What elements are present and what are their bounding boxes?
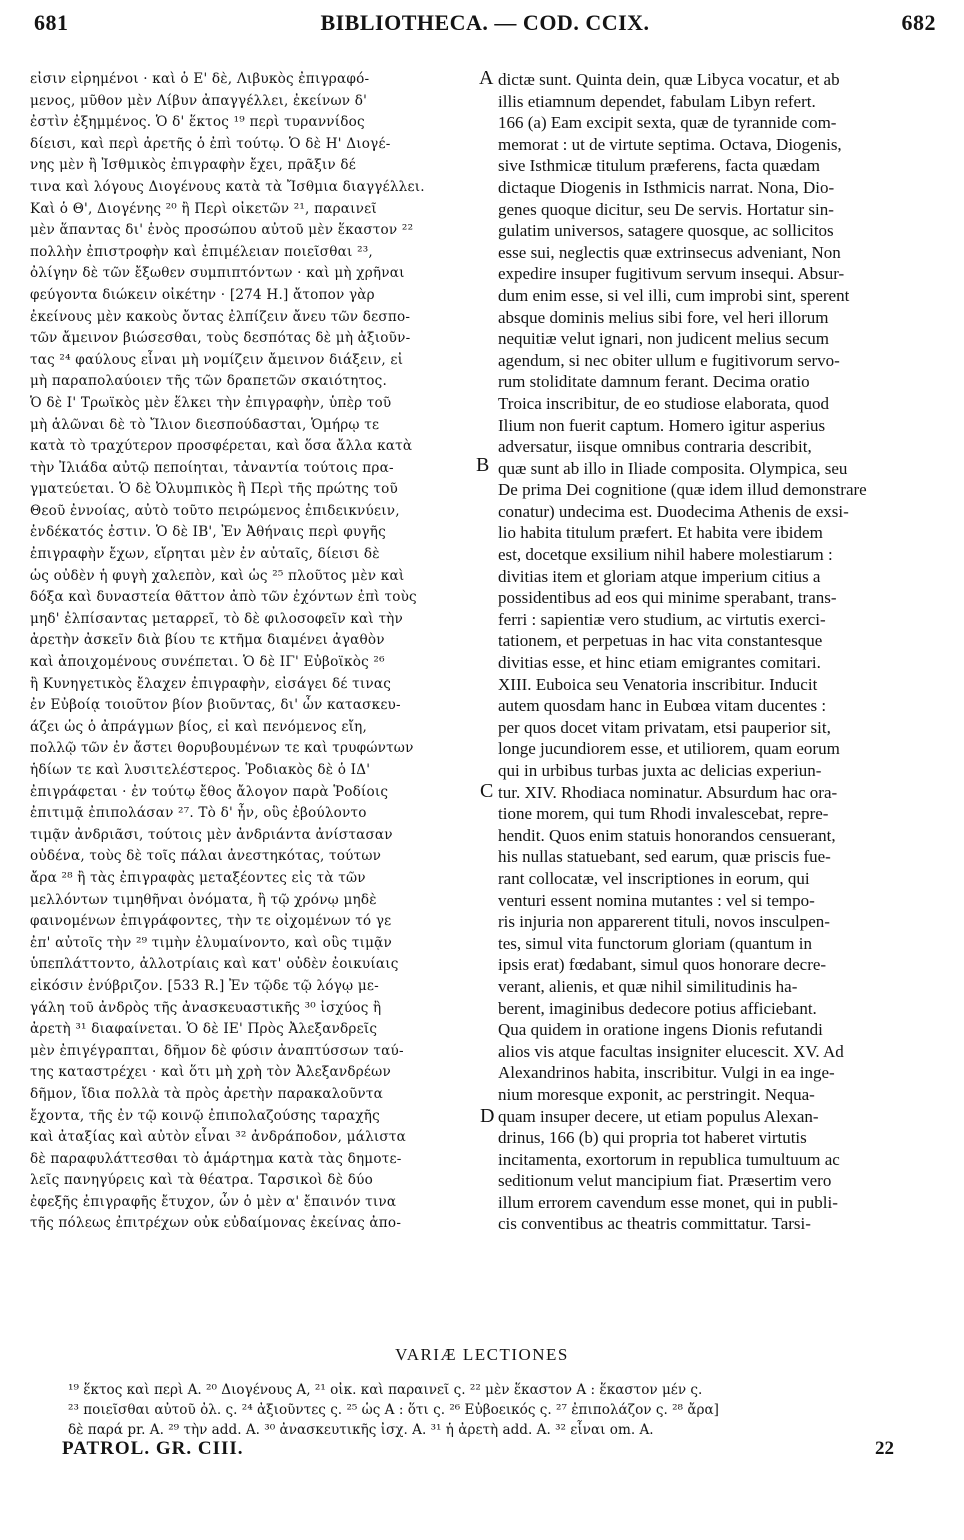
greek-text-line: εἰκόσιν ἐνύβριζον. [533 R.] Ἐν τῷδε τῷ λόγῳ με- [30,977,379,994]
latin-text-line: adversatur, iisque omnibus contraria describit, [498,437,812,457]
latin-text-line: nequitiæ velut ignari, non judicent melius secum [498,329,829,349]
latin-text-line: illum errorem cavendum esse monet, qui in publi- [498,1192,838,1212]
greek-text-line: ἀρετὴν ἀσκεῖν διὰ βίου τε κτῆμα διαμένει ἀγαθὸν [30,632,385,649]
latin-text-line: est, docetque exsilium nihil habere molestiarum : [498,545,833,565]
latin-text-line: berent, imaginibus dedecore potius afficiebant. [498,998,817,1018]
greek-text-line: Θεοῦ ἐννοίας, αὐτὸ τοῦτο πειρώμενος ἐπιδεικνύειν, [30,502,400,519]
greek-text-line: ὡς οὐδὲν ἡ φυγὴ χαλεπὸν, καὶ ὡς ²⁵ πλοῦτος μὲν καὶ [30,567,405,584]
latin-text-line: sive Isthmicæ titulum præferens, facta quædam [498,156,820,176]
greek-text-line: δὲ παραφυλάττεσθαι τὸ ἁμάρτημα κατὰ τὰς δημοτε- [30,1150,402,1167]
latin-text-line: dictaque Diogenis in Isthmicis narrat. Nona, Dio- [498,177,835,197]
latin-text-line: tes, simul vita functorum gloriam (quantum in [498,933,812,953]
greek-text-line: ἐπ' αὐτοῖς τὴν ²⁹ τιμὴν ἐλυμαίνοντο, καὶ οὓς τιμᾷν [30,934,392,951]
latin-text-line: divitias item et gloriam atque imperium citius a [498,566,821,586]
page-footer [62,1438,894,1464]
greek-text-line: ἐστὶν ἐξημμένος. Ὁ δ' ἕκτος ¹⁹ περὶ τυραννίδος [30,114,365,131]
latin-text-line: De prima Dei cognitione (quæ idem illud demonstrare [498,480,867,500]
latin-text-line: Ilium non fuerit captum. Homero igitur asperius [498,415,826,435]
greek-text-line: μηδ' ἐλπίσαντας μεταρρεῖ, τὸ δὲ φιλοσοφεῖν καὶ τὴν [30,610,403,627]
latin-text-line: verant, alienis, et quæ nihil similitudinis ha- [498,976,798,996]
latin-text-line: ipsis erat) fœdabant, simul quos honorare decre- [498,955,827,975]
latin-text-line: hendit. Quos enim statuis honorandos censuerant, [498,825,836,845]
latin-text-line: divitias esse, et hinc etiam emigrantes comitari. [498,653,821,673]
greek-text-column [30,69,480,1235]
latin-text-line: possidentibus ad eos qui minime sperabant, trans- [498,588,837,608]
latin-text-line: his nullas statuebant, sed earum, quæ priscis fue- [498,847,831,867]
greek-text-line: δόξα καὶ δυναστεία θᾶττον ἀπὸ τῶν ἐχόντων ἐπὶ τοὺς [30,589,417,606]
latin-text-line: autem quosdam hanc in Eubœa vitam ducentes : [498,696,827,716]
greek-text-line: φεύγοντα διώκειν οἰκέτην · [274 H.] ἄτοπον γὰρ [30,286,375,303]
margin-marker-b: B [476,454,490,476]
variant-note-line: ²³ ποιεῖσθαι αὐτοῦ ὀλ. ς. ²⁴ ἀξιοῦντες ς. ²⁵ ὡς A : ὅτι ς. ²⁶ Εὐβοεικός ς. ²⁷ ἐπιπολάζον ς. ²⁸ ἄρα] [68,1402,719,1418]
latin-text-line: per quos docet vitam privatam, etsi pauperior sit, [498,717,831,737]
greek-text-line: δῆμον, ἴδια πολλὰ τὰ πρὸς ἀρετὴν παρακαλοῦντα [30,1085,383,1102]
variae-lectiones-heading: VARIÆ LECTIONES [395,1345,569,1364]
greek-text-line: ἡδίων τε καὶ λυσιτελέστερος. Ῥοδιακὸς δὲ ὁ ΙΔ' [30,762,371,778]
page-number-right: 682 [901,10,936,35]
latin-text-line: drinus, 166 (b) qui propria tot haberet virtutis [498,1128,807,1148]
latin-text-line: quæ sunt ab illo in Iliade composita. Olympica, seu [498,458,848,478]
greek-text-line: Ὁ δὲ Ι' Τρωϊκὸς μὲν ἕλκει τὴν ἐπιγραφὴν, ὑπὲρ τοῦ [30,394,392,411]
greek-text-line: λεῖς πανηγύρεις καὶ τὰ θέατρα. Ταρσικοὶ δὲ δύο [30,1172,374,1189]
footer-signature: 22 [875,1438,894,1459]
page-header [34,10,936,50]
greek-text-line: ἐν Εὐβοίᾳ τοιοῦτον βίον βιοῦντας, δι' ὧν κατασκευ- [30,697,401,714]
greek-text-line: οὐδένα, τοὺς δὲ τοῖς πάλαι ἀνεστηκότας, τούτων [30,848,382,865]
greek-text-line: πολλὴν ἐπιστροφὴν καὶ ἐπιμέλειαν ποιεῖσθαι ²³, [30,243,373,260]
latin-text-line: XIII. Euboica seu Venatoria inscribitur. Inducit [498,674,818,694]
greek-text-line: φαινομένων ἐπιγράφοντες, τὴν τε οἰχομένων τό γε [30,913,392,930]
latin-text-line: cis conventibus ac theatris committatur. Tarsi- [498,1214,811,1234]
greek-text-line: ἐπιτιμᾷ ἐπιπολάσαν ²⁷. Τὸ δ' ἦν, οὓς ἐβούλοντο [30,805,367,822]
latin-text-line: Qua quidem in oratione ingens Dionis refutandi [498,1020,823,1040]
latin-text-line: tationem, et perpetuas in hac vita constantesque [498,631,823,651]
latin-text-line: quam insuper decere, ut etiam populus Alexan- [498,1106,819,1126]
footer-series: PATROL. GR. CIII. [62,1438,244,1459]
greek-text-line: ἑνδέκατός ἐστιν. Ὁ δὲ ΙΒ', Ἐν Ἀθήναις περὶ φυγῆς [30,524,386,541]
latin-text-line: conatur) undecima est. Duodecima Athenis de exsi- [498,501,849,521]
variant-readings-notes [68,1380,948,1440]
greek-text-line: γάλη τοῦ ἀνδρὸς τῆς ἀνασκευαστικῆς ³⁰ ἰσχύος ἢ [30,999,382,1016]
greek-text-line: ὀλίγην δὲ τῶν ἔξωθεν συμπιπτόντων · καὶ μὴ χρῆναι [30,265,405,282]
latin-text-line: Alexandrinos habita, inscribitur. Vulgi in ea inge- [498,1063,835,1083]
greek-text-line: ἐπιγράφεται · ἐν τούτῳ ἔθος ἄλογον παρὰ Ῥοδίοις [30,783,389,800]
greek-text-line: μελλόντων τιμηθῆναι ὀνόματα, ἢ τῷ χρόνῳ μηδὲ [30,891,377,908]
greek-text-line: κατὰ τὸ τραχύτερον προσφέρεται, καὶ ὅσα ἄλλα κατὰ [30,438,413,455]
latin-text-line: genes quoque dicitur, seu De servis. Hortatur sin- [498,199,834,219]
greek-text-line: καὶ ἀταξίας καὶ αὐτὸν εἶναι ³² ἀνδράποδον, μάλιστα [30,1129,407,1146]
latin-text-line: seditionum velut mancipium fiat. Præsertim vero [498,1171,832,1191]
latin-text-line: memorat : ut de virtute septima. Octava, Diogenis, [498,134,842,154]
greek-text-line: δίεισι, καὶ περὶ ἀρετῆς ὁ ἐπὶ τούτῳ. Ὁ δὲ Η' Διογέ- [30,135,391,152]
latin-text-line: lio habita titulum præfert. Et habita vere ibidem [498,523,823,543]
variant-note-line: ¹⁹ ἕκτος καὶ περὶ A. ²⁰ Διογένους A, ²¹ οἰκ. καὶ παραινεῖ ς. ²² μὲν ἕκαστον A : ἕκαστον μέν ς. [68,1382,703,1398]
greek-text-line: ἄρα ²⁸ ἢ τὰς ἐπιγραφὰς μεταξέοντες εἰς τὰ τῶν [30,869,366,886]
latin-text-line: tur. XIV. Rhodiaca nominatur. Absurdum hac ora- [498,782,838,802]
latin-text-line: dum enim esse, si vel illi, cum improbi sint, sperent [498,285,850,305]
greek-text-line: καὶ ἀποιχομένους συνέπεται. Ὁ δὲ ΙΓ' Εὐβοϊκὸς ²⁶ [30,654,385,671]
variant-note-line: δὲ παρά pr. A. ²⁹ τὴν add. A. ³⁰ ἀνασκευτικῆς ἰσχ. A. ³¹ ἡ ἀρετὴ add. A. ³² εἶναι om. A. [68,1422,654,1438]
latin-text-line: rum stoliditate damnum ferant. Decima oratio [498,372,810,392]
latin-text-line: Troica inscribitur, de eo studiose elaborata, quod [498,393,830,413]
greek-text-line: μὲν ἅπαντας δι' ἑνὸς προσώπου αὐτοῦ μὲν ἕκαστον ²² [30,222,414,239]
greek-text-line: ἔχοντα, τῆς ἐν τῷ κοινῷ ἐπιπολαζούσης ταραχῆς [30,1107,380,1124]
latin-text-line: absque dominis melius sibi fore, vel heri illorum [498,307,829,327]
greek-text-line: ἐφεξῆς ἐπιγραφῆς ἔτυχον, ὧν ὁ μὲν α' ἔπαινόν τινα [30,1193,397,1210]
latin-text-column [498,69,938,1235]
latin-text-line: longe jucundiorem esse, et utiliorem, quam eorum [498,739,840,759]
greek-text-line: πολλῷ τῶν ἐν ἄστει θορυβουμένων τε καὶ τρυφώντων [30,740,414,757]
latin-text-line: incitamenta, exortorum in republica tumultuum ac [498,1149,840,1169]
latin-text-line: ferri : sapientiæ vero studium, ac virtutis exerci- [498,609,826,629]
margin-marker-d: D [480,1105,495,1127]
greek-text-line: μὲν ἐπιγέγραπται, δῆμον δὲ φύσιν ἀναπτύσσων ταύ- [30,1042,404,1059]
greek-text-line: εἰσιν εἰρημένοι · καὶ ὁ Ε' δὲ, Λιβυκὸς ἐπιγραφό- [30,71,370,87]
greek-text-line: τῶν ἄμεινον βιώσεσθαι, τοὺς δεσπότας δὲ μὴ ἀξιοῦν- [30,330,411,347]
latin-text-line: ris injuria non apparerent tituli, novos insculpen- [498,912,830,932]
greek-text-line: Καὶ ὁ Θ', Διογένης ²⁰ ἢ Περὶ οἰκετῶν ²¹, παραινεῖ [30,200,377,217]
greek-text-line: γματεύεται. Ὁ δὲ Ὀλυμπικὸς ἢ Περὶ τῆς πρώτης τοῦ [30,481,399,498]
page-number-left: 681 [34,10,69,35]
latin-text-line: 166 (a) Eam excipit sexta, quæ de tyrannide com- [498,113,837,133]
latin-text-line: esse sui, neglectis quæ extrinsecus adveniant, Non [498,242,841,262]
latin-text-line: agendum, si nec obiter ullum e fugitivorum servo- [498,350,840,370]
greek-text-line: άζει ὡς ὁ ἀπράγμων βίος, εἰ καὶ πενόμενος εἴη, [30,718,368,735]
latin-text-line: gulatim universos, satagere quosque, ac sollicitos [498,221,834,241]
greek-text-line: ἐπιγραφὴν ἔχων, εἴρηται μὲν ἐν αὐταῖς, δίεισι δὲ [30,546,380,563]
latin-text-line: venturi essent nomina mutantes : vel si tempo- [498,890,815,910]
running-title: BIBLIOTHECA. — COD. CCIX. [320,10,650,35]
latin-text-line: expedire insuper fugitivum servum insequi. Absur- [498,264,845,284]
latin-text-line: illis etiamnum dependet, fabulam Libyn refert. [498,91,816,111]
greek-text-line: της καταστρέχει · καὶ ὅτι μὴ χρὴ τὸν Ἀλεξανδρέων [30,1064,391,1081]
greek-text-line: ἐκείνους μὲν κακοὺς ὄντας ἐλπίζειν ἄνευ τῶν δεσπο- [30,308,411,325]
greek-text-line: τινα καὶ λόγους Διογένους κατὰ τὰ Ἴσθμια διαγγέλλει. [30,178,425,195]
latin-text-line: tione morem, qui tum Rhodi invalescebat, repre- [498,804,829,824]
greek-text-line: ὑπεπλάττοντο, ἀλλοτρίαις καὶ κατ' οὐδὲν ἐοικυίαις [30,956,399,973]
greek-text-line: μὴ ἁλῶναι δὲ τὸ Ἴλιον διεσπούδασται, Ὁμήρῳ τε [30,416,380,433]
greek-text-line: μενος, μῦθον μὲν Λίβυν ἀπαγγέλλει, ἐκείνων δ' [30,92,368,109]
greek-text-line: ἢ Κυνηγετικὸς ἔλαχεν ἐπιγραφὴν, εἰσάγει δέ τινας [30,675,392,692]
greek-text-line: μὴ παραπολαύοιεν τῆς τῶν δραπετῶν σκαιότητος. [30,373,387,390]
greek-text-line: τας ²⁴ φαύλους εἶναι μὴ νομίζειν ἄμεινον διάξειν, εἰ [30,351,404,368]
margin-marker-a: A [479,67,494,89]
greek-text-line: τὴν Ἰλιάδα αὐτῷ πεποίηται, τἀναντία τούτοις πρα- [30,459,394,476]
latin-text-line: qui in urbibus turbas juxta ac delicias experiun- [498,761,822,780]
latin-text-line: alios vis atque facultas insigniter elucescit. XV. Ad [498,1041,844,1061]
latin-text-line: dictæ sunt. Quinta dein, quæ Libyca vocatur, et ab [498,70,840,89]
greek-text-line: ἀρετὴ ³¹ διαφαίνεται. Ὁ δὲ ΙΕ' Πρὸς Ἀλεξανδρεῖς [30,1021,378,1038]
greek-text-line: τιμᾷν ἀνδριᾶσι, τούτοις μὲν ἀνδριάντα ἀνίστασαν [30,826,393,843]
greek-text-line: νης μὲν ἢ Ἰσθμικὸς ἐπιγραφὴν ἔχει, πρᾶξιν δέ [30,157,357,174]
margin-marker-c: C [480,780,494,802]
greek-text-line: τῆς πόλεως ἐπιτρέχων οὐκ εὐδαίμονας ἐκείνας ἀπο- [30,1215,402,1232]
latin-text-line: nium moresque exponit, ac perstringit. Nequa- [498,1084,815,1104]
latin-text-line: rant collocatæ, vel inscriptiones in eorum, qui [498,868,810,888]
